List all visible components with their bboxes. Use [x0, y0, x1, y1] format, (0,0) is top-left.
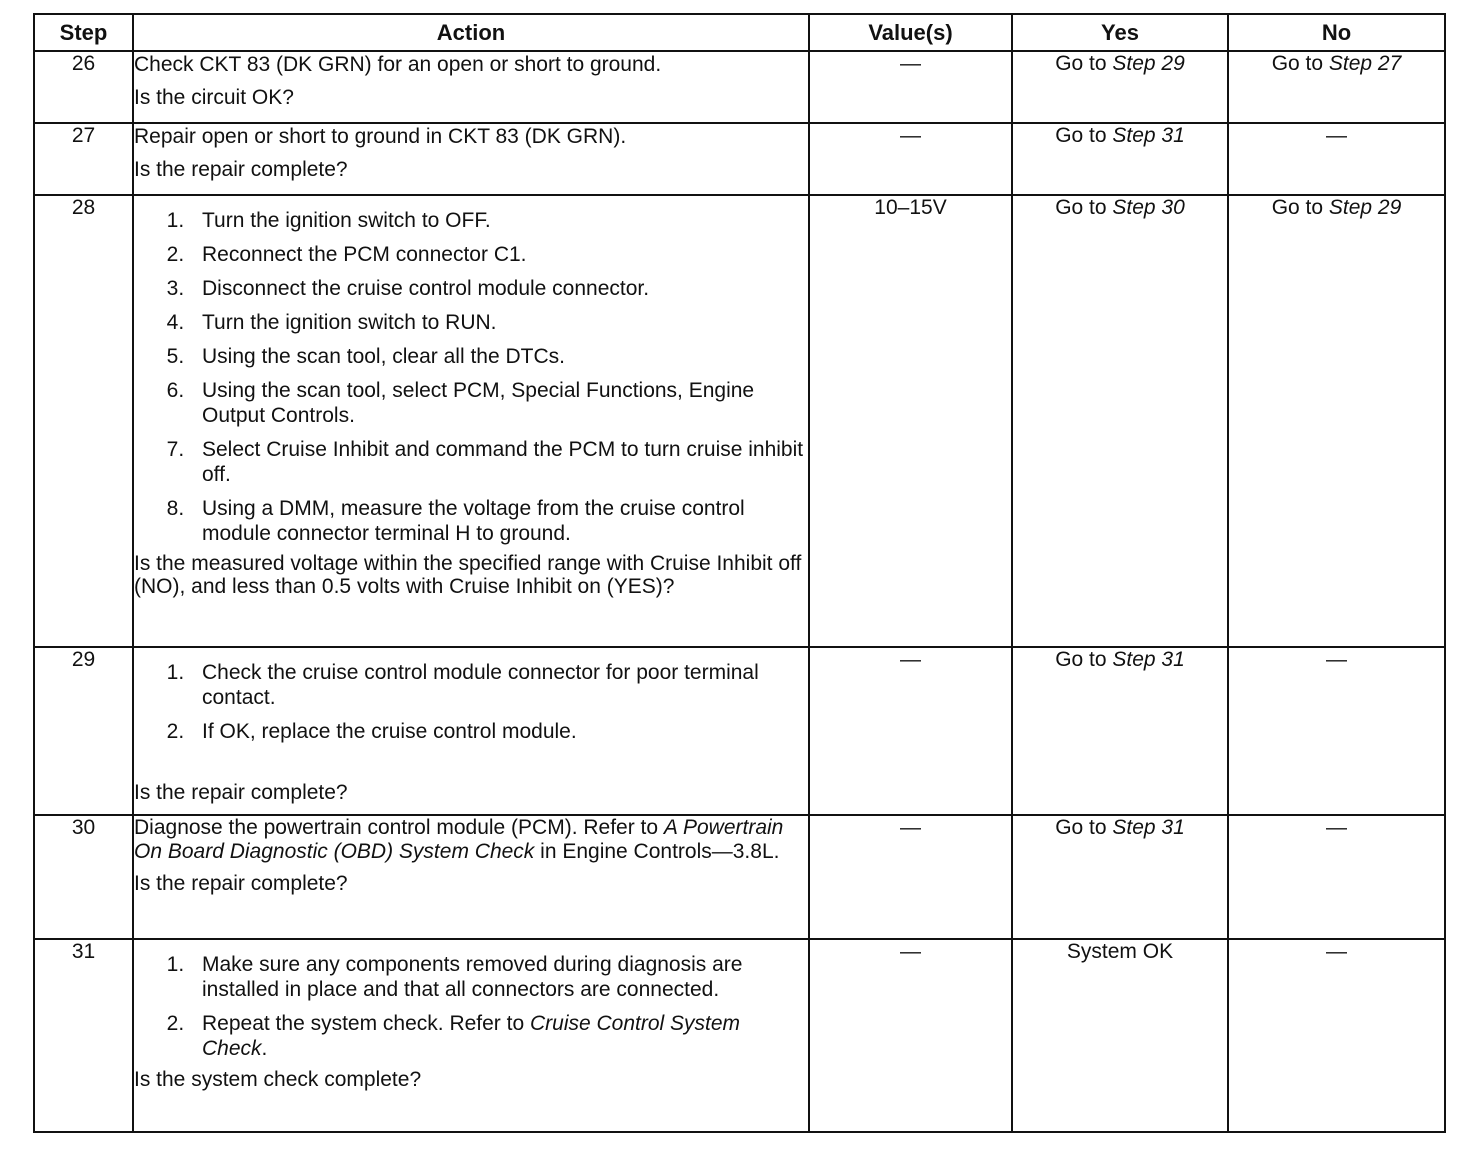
question-text: Is the repair complete?	[134, 781, 348, 804]
action-text: Check CKT 83 (DK GRN) for an open or short to ground.	[134, 53, 662, 76]
value-cell: —	[809, 939, 1012, 1132]
yes-step-link[interactable]: Step 30	[1112, 196, 1185, 219]
value-cell: 10–15V	[809, 195, 1012, 647]
yes-cell: Go to Step 31	[1012, 815, 1228, 939]
yes-step-link[interactable]: Step 31	[1112, 816, 1185, 839]
action-cell	[133, 195, 809, 647]
no-cell: Go to Step 27	[1228, 51, 1445, 123]
step-number: 26	[34, 51, 133, 123]
yes-step-link[interactable]: Step 31	[1112, 124, 1185, 147]
list-item: 2. Reconnect the PCM connector C1.	[190, 242, 808, 267]
action-cell	[133, 939, 809, 1132]
yes-cell: Go to Step 31	[1012, 123, 1228, 195]
action-cell	[133, 815, 809, 939]
procedure-list	[134, 660, 808, 744]
header-yes: Yes	[1012, 14, 1228, 51]
list-item: 2. If OK, replace the cruise control module.	[190, 719, 808, 744]
step-number: 29	[34, 647, 133, 815]
question-text: Is the repair complete?	[134, 158, 348, 181]
value-cell: —	[809, 647, 1012, 815]
question-text: Is the circuit OK?	[134, 86, 294, 109]
no-cell: —	[1228, 815, 1445, 939]
yes-cell: Go to Step 29	[1012, 51, 1228, 123]
table-row	[34, 647, 1445, 815]
action-text: Diagnose the powertrain control module (PCM). Refer to A Powertrain On Board Diagnostic (OBD) System Check in Engine Controls—3.8L.	[134, 816, 784, 863]
action-cell	[133, 647, 809, 815]
reference-link[interactable]: Cruise Control System Check	[202, 1012, 741, 1060]
step-number: 31	[34, 939, 133, 1132]
header-action: Action	[133, 14, 809, 51]
yes-cell: Go to Step 30	[1012, 195, 1228, 647]
procedure-list	[134, 208, 808, 546]
list-item: 1. Check the cruise control module connector for poor terminal contact.	[190, 660, 808, 710]
no-cell: —	[1228, 939, 1445, 1132]
step-number: 28	[34, 195, 133, 647]
list-item: 3. Disconnect the cruise control module connector.	[190, 276, 808, 301]
spacer	[134, 750, 808, 780]
procedure-list	[134, 952, 808, 1061]
action-cell	[133, 51, 809, 123]
question-text: Is the measured voltage within the specified range with Cruise Inhibit off (NO), and less than 0.5 volts with Cruise Inhibit on (YES)?	[134, 552, 802, 598]
table-row	[34, 195, 1445, 647]
no-cell: —	[1228, 647, 1445, 815]
question-text: Is the repair complete?	[134, 872, 348, 895]
list-item: 5. Using the scan tool, clear all the DTCs.	[190, 344, 808, 369]
list-item: 8. Using a DMM, measure the voltage from the cruise control module connector terminal H to ground.	[190, 496, 808, 546]
value-cell: —	[809, 123, 1012, 195]
list-item: 6. Using the scan tool, select PCM, Special Functions, Engine Output Controls.	[190, 378, 808, 428]
table-row	[34, 51, 1445, 123]
list-item: 1. Turn the ignition switch to OFF.	[190, 208, 808, 233]
yes-cell: System OK	[1012, 939, 1228, 1132]
no-step-link[interactable]: Step 27	[1328, 52, 1402, 75]
no-cell: Go to Step 29	[1228, 195, 1445, 647]
list-item: 4. Turn the ignition switch to RUN.	[190, 310, 808, 335]
list-item: 2. Repeat the system check. Refer to Cruise Control System Check.	[190, 1011, 808, 1061]
no-step-link[interactable]: Step 29	[1328, 196, 1402, 219]
diagnostic-table	[33, 13, 1446, 1133]
action-cell	[133, 123, 809, 195]
question-text: Is the system check complete?	[134, 1068, 422, 1091]
list-item: 7. Select Cruise Inhibit and command the PCM to turn cruise inhibit off.	[190, 437, 808, 487]
value-cell: —	[809, 815, 1012, 939]
header-row	[34, 14, 1445, 51]
header-values: Value(s)	[809, 14, 1012, 51]
action-text: Repair open or short to ground in CKT 83 (DK GRN).	[134, 125, 627, 148]
yes-cell: Go to Step 31	[1012, 647, 1228, 815]
value-cell: —	[809, 51, 1012, 123]
yes-step-link[interactable]: Step 29	[1112, 52, 1185, 75]
table-row	[34, 815, 1445, 939]
reference-link[interactable]: A Powertrain On Board Diagnostic (OBD) System Check	[134, 816, 784, 863]
table-row	[34, 939, 1445, 1132]
step-number: 27	[34, 123, 133, 195]
yes-step-link[interactable]: Step 31	[1112, 648, 1185, 671]
step-number: 30	[34, 815, 133, 939]
no-cell: —	[1228, 123, 1445, 195]
header-no: No	[1228, 14, 1445, 51]
header-step: Step	[34, 14, 133, 51]
list-item: 1. Make sure any components removed during diagnosis are installed in place and that all connectors are connected.	[190, 952, 808, 1002]
table-row	[34, 123, 1445, 195]
